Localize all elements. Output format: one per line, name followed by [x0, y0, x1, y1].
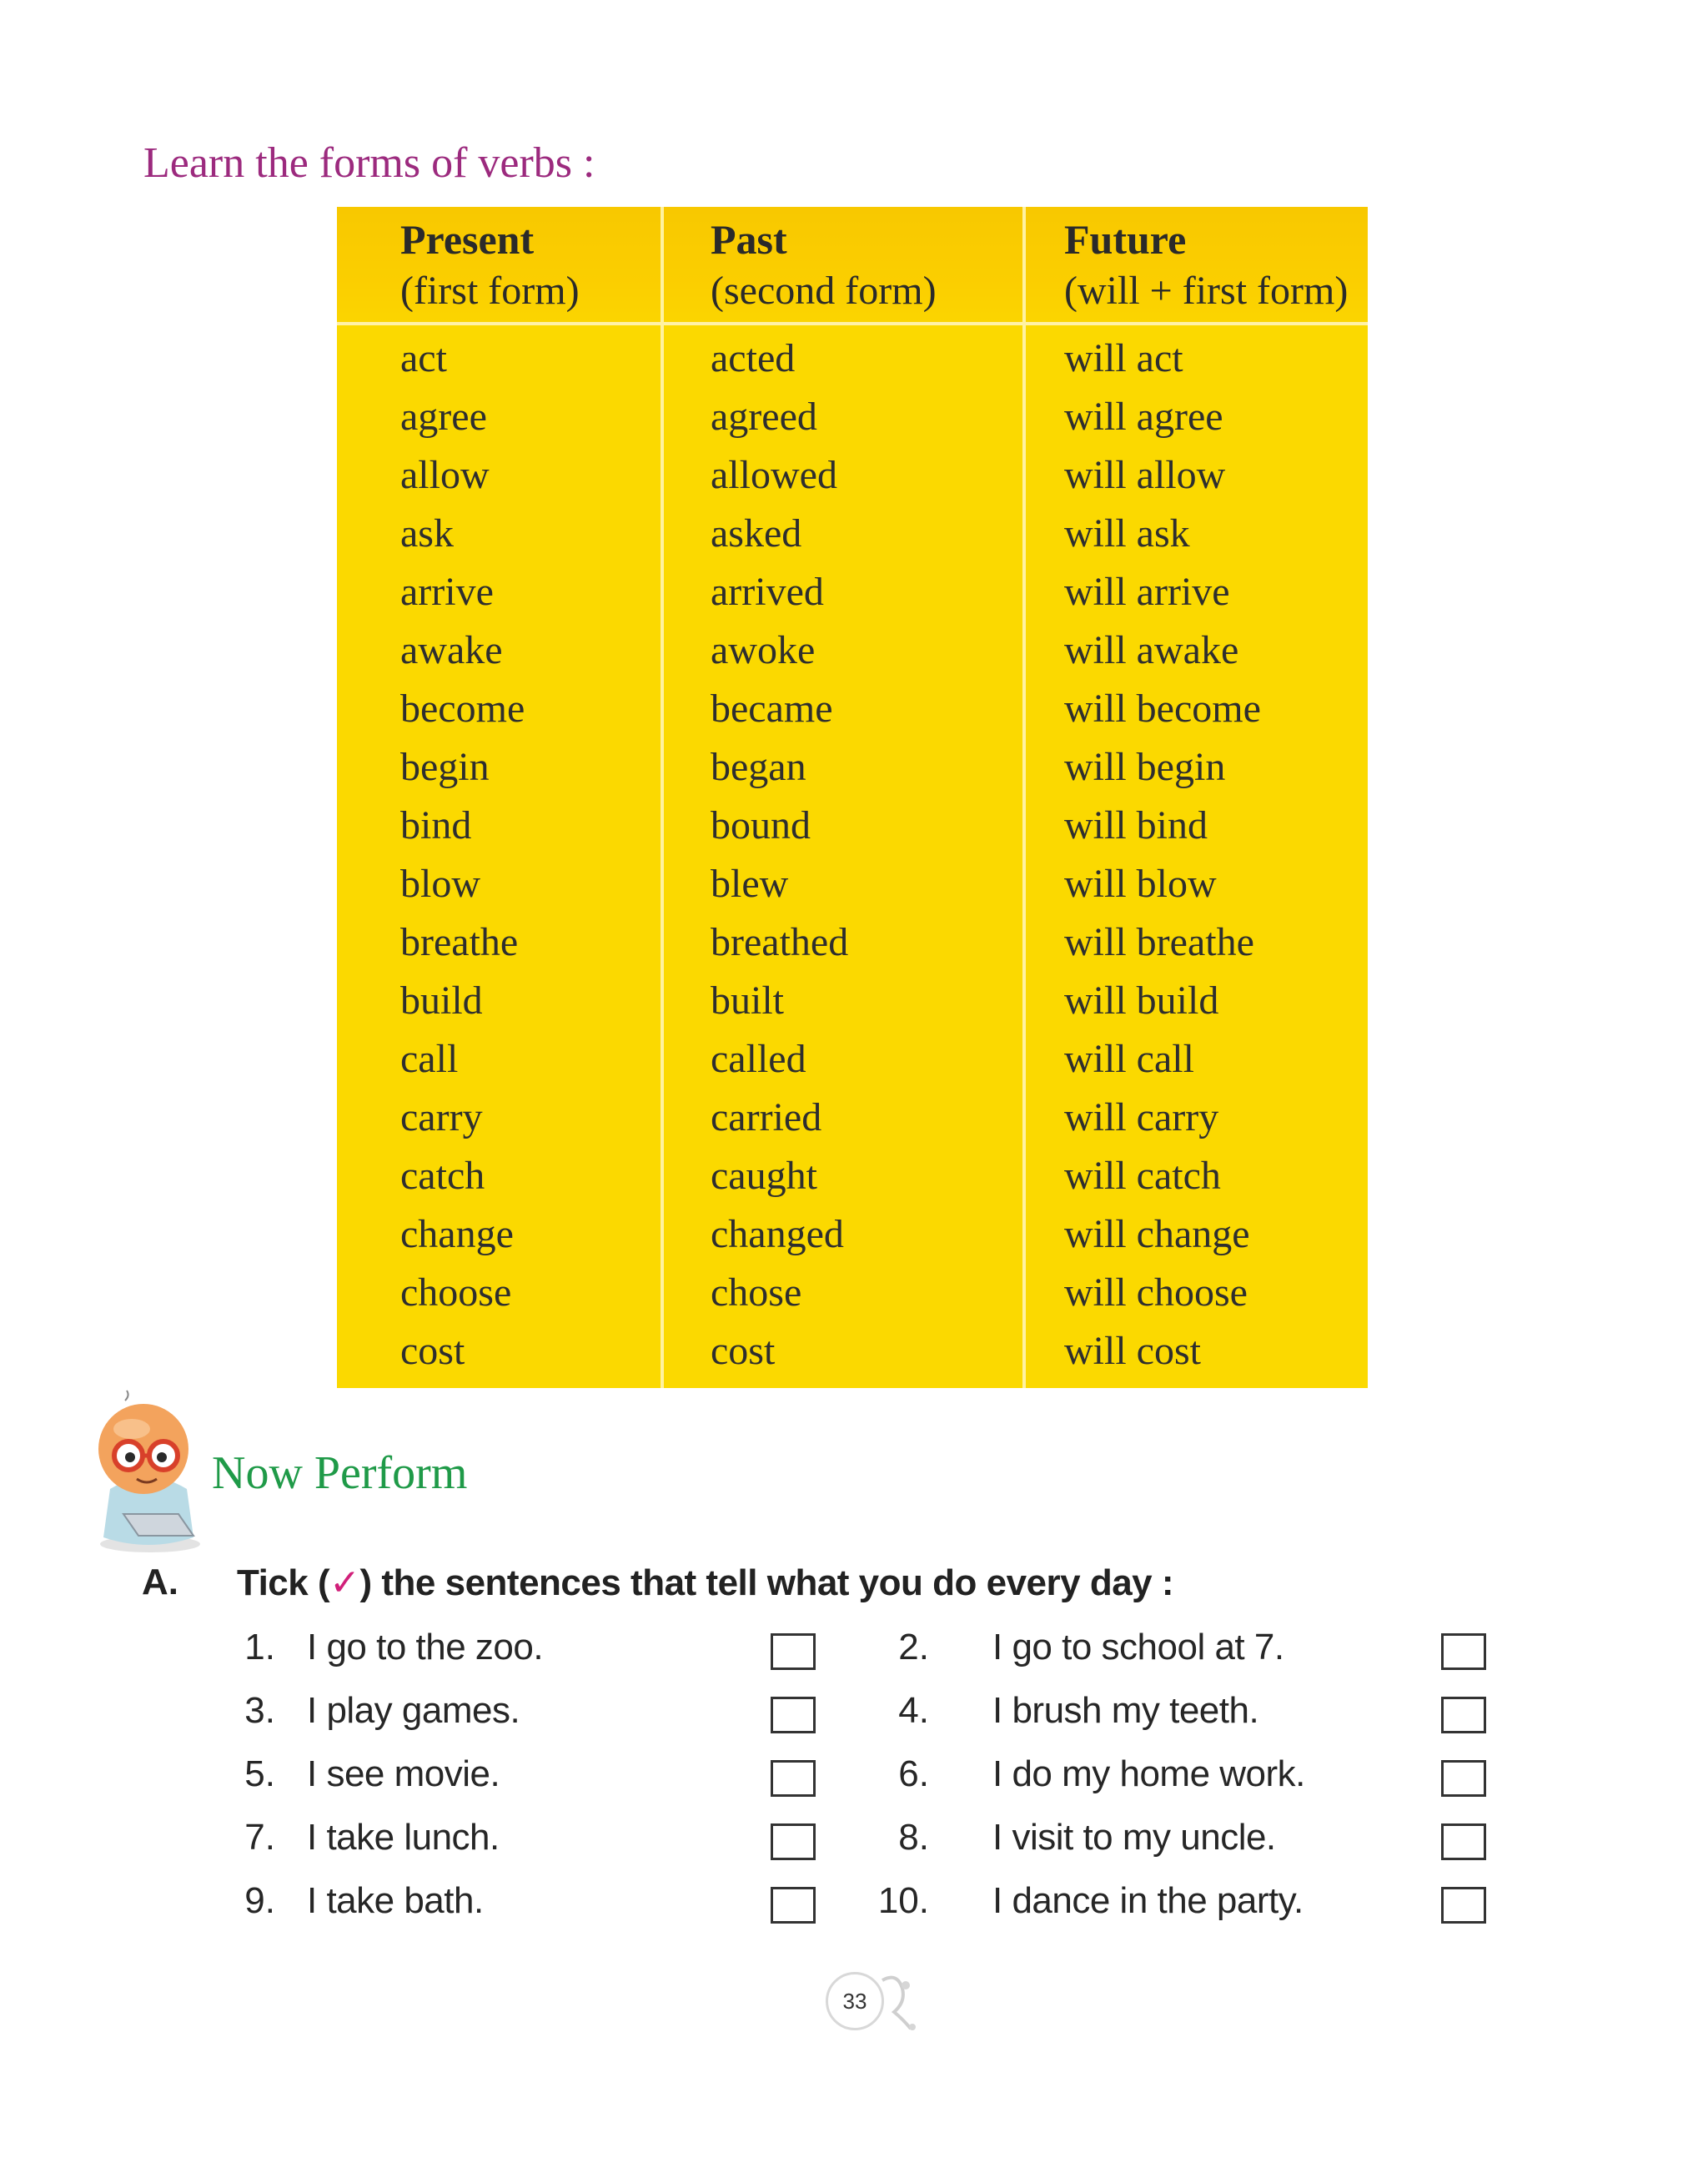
past-form: changed [711, 1212, 844, 1256]
item-number: 9. [244, 1880, 275, 1921]
future-form: will allow [1064, 453, 1226, 497]
tick-checkbox[interactable] [771, 1823, 816, 1860]
item-text: I do my home work. [992, 1753, 1305, 1794]
instruction-text [237, 1562, 1173, 1604]
future-form: will act [1064, 336, 1183, 380]
tick-icon: ✓ [329, 1562, 360, 1603]
table-row [337, 500, 1368, 559]
past-form: awoke [711, 628, 816, 672]
past-form: called [711, 1037, 806, 1081]
header-subtitle: (first form) [400, 269, 580, 313]
past-form: carried [711, 1095, 822, 1139]
exercise-item [217, 1627, 826, 1680]
item-text: I take lunch. [307, 1817, 500, 1858]
future-form: will build [1064, 978, 1219, 1023]
item-number: 2. [898, 1627, 929, 1667]
tick-checkbox[interactable] [1441, 1633, 1486, 1670]
table-row [337, 968, 1368, 1026]
present-form: bind [400, 803, 472, 848]
present-form: become [400, 687, 525, 731]
item-text: I play games. [307, 1690, 520, 1731]
item-text: I go to school at 7. [992, 1627, 1284, 1667]
present-form: catch [400, 1154, 485, 1198]
past-form: began [711, 745, 806, 789]
future-form: will catch [1064, 1154, 1221, 1198]
present-form: awake [400, 628, 503, 672]
instruction-end: ) the sentences that tell what you do every day : [359, 1562, 1174, 1603]
header-subtitle: (will + first form) [1064, 269, 1349, 313]
item-text: I see movie. [307, 1753, 500, 1794]
section-title: Now Perform [212, 1447, 468, 1499]
exercise-item [217, 1690, 826, 1743]
present-form: choose [400, 1270, 512, 1315]
table-row [337, 851, 1368, 909]
future-form: will carry [1064, 1095, 1219, 1139]
table-row [337, 1201, 1368, 1260]
tick-checkbox[interactable] [771, 1633, 816, 1670]
future-form: will cost [1064, 1329, 1201, 1373]
table-row [337, 617, 1368, 676]
exercise-item [217, 1753, 826, 1807]
present-form: cost [400, 1329, 465, 1373]
present-form: breathe [400, 920, 519, 964]
past-form: acted [711, 336, 796, 380]
item-number: 4. [898, 1690, 929, 1731]
future-form: will change [1064, 1212, 1250, 1256]
past-form: became [711, 687, 833, 731]
exercise-item [871, 1627, 1496, 1680]
page-heading: Learn the forms of verbs : [143, 139, 595, 187]
header-subtitle: (second form) [711, 269, 937, 313]
future-form: will choose [1064, 1270, 1248, 1315]
future-form: will breathe [1064, 920, 1254, 964]
future-form: will blow [1064, 862, 1217, 906]
present-form: blow [400, 862, 480, 906]
present-form: agree [400, 395, 487, 439]
header-past [711, 214, 937, 317]
page-decoration-icon [877, 1969, 919, 2035]
tick-checkbox[interactable] [1441, 1887, 1486, 1924]
item-text: I take bath. [307, 1880, 484, 1921]
exercise-item [871, 1817, 1496, 1870]
past-form: chose [711, 1270, 802, 1315]
verb-forms-table [337, 207, 1368, 1388]
present-form: ask [400, 511, 454, 556]
item-number: 5. [244, 1753, 275, 1794]
exercise-item [217, 1817, 826, 1870]
present-form: build [400, 978, 483, 1023]
header-title: Future [1064, 216, 1187, 263]
page-number: 33 [826, 1972, 884, 2030]
past-form: blew [711, 862, 789, 906]
tick-checkbox[interactable] [771, 1760, 816, 1797]
exercise-item [871, 1753, 1496, 1807]
table-row [337, 1318, 1368, 1376]
table-row [337, 792, 1368, 851]
past-form: caught [711, 1154, 817, 1198]
future-form: will agree [1064, 395, 1223, 439]
table-row [337, 909, 1368, 968]
mascot-illustration [77, 1389, 219, 1556]
item-text: I visit to my uncle. [992, 1817, 1276, 1858]
future-form: will become [1064, 687, 1261, 731]
header-title: Past [711, 216, 787, 263]
present-form: call [400, 1037, 459, 1081]
present-form: change [400, 1212, 514, 1256]
past-form: breathed [711, 920, 849, 964]
exercise-letter: A. [142, 1562, 178, 1602]
present-form: begin [400, 745, 490, 789]
item-number: 8. [898, 1817, 929, 1858]
table-row [337, 442, 1368, 500]
future-form: will arrive [1064, 570, 1230, 614]
item-text: I brush my teeth. [992, 1690, 1259, 1731]
past-form: built [711, 978, 785, 1023]
table-row [337, 1260, 1368, 1318]
table-row [337, 325, 1368, 384]
header-title: Present [400, 216, 535, 263]
future-form: will bind [1064, 803, 1208, 848]
item-number: 6. [898, 1753, 929, 1794]
tick-checkbox[interactable] [1441, 1697, 1486, 1733]
past-form: arrived [711, 570, 824, 614]
tick-checkbox[interactable] [771, 1887, 816, 1924]
header-present [400, 214, 580, 317]
item-number: 3. [244, 1690, 275, 1731]
item-number: 10. [877, 1880, 929, 1921]
table-row [337, 1026, 1368, 1084]
present-form: carry [400, 1095, 483, 1139]
present-form: act [400, 336, 447, 380]
future-form: will begin [1064, 745, 1226, 789]
future-form: will call [1064, 1037, 1194, 1081]
past-form: bound [711, 803, 811, 848]
past-form: asked [711, 511, 802, 556]
item-number: 7. [244, 1817, 275, 1858]
present-form: arrive [400, 570, 494, 614]
past-form: cost [711, 1329, 776, 1373]
tick-checkbox[interactable] [771, 1697, 816, 1733]
exercise-item [871, 1880, 1496, 1934]
item-number: 1. [244, 1627, 275, 1667]
item-text: I dance in the party. [992, 1880, 1304, 1921]
past-form: agreed [711, 395, 817, 439]
table-body [337, 325, 1368, 1376]
header-future [1064, 214, 1348, 317]
present-form: allow [400, 453, 490, 497]
table-row [337, 734, 1368, 792]
table-row [337, 1143, 1368, 1201]
table-row [337, 559, 1368, 617]
exercise-item [217, 1880, 826, 1934]
past-form: allowed [711, 453, 837, 497]
future-form: will ask [1064, 511, 1190, 556]
exercise-item [871, 1690, 1496, 1743]
tick-checkbox[interactable] [1441, 1823, 1486, 1860]
instruction-start: Tick ( [237, 1562, 330, 1603]
table-row [337, 1084, 1368, 1143]
table-row [337, 676, 1368, 734]
future-form: will awake [1064, 628, 1239, 672]
table-row [337, 384, 1368, 442]
tick-checkbox[interactable] [1441, 1760, 1486, 1797]
item-text: I go to the zoo. [307, 1627, 544, 1667]
